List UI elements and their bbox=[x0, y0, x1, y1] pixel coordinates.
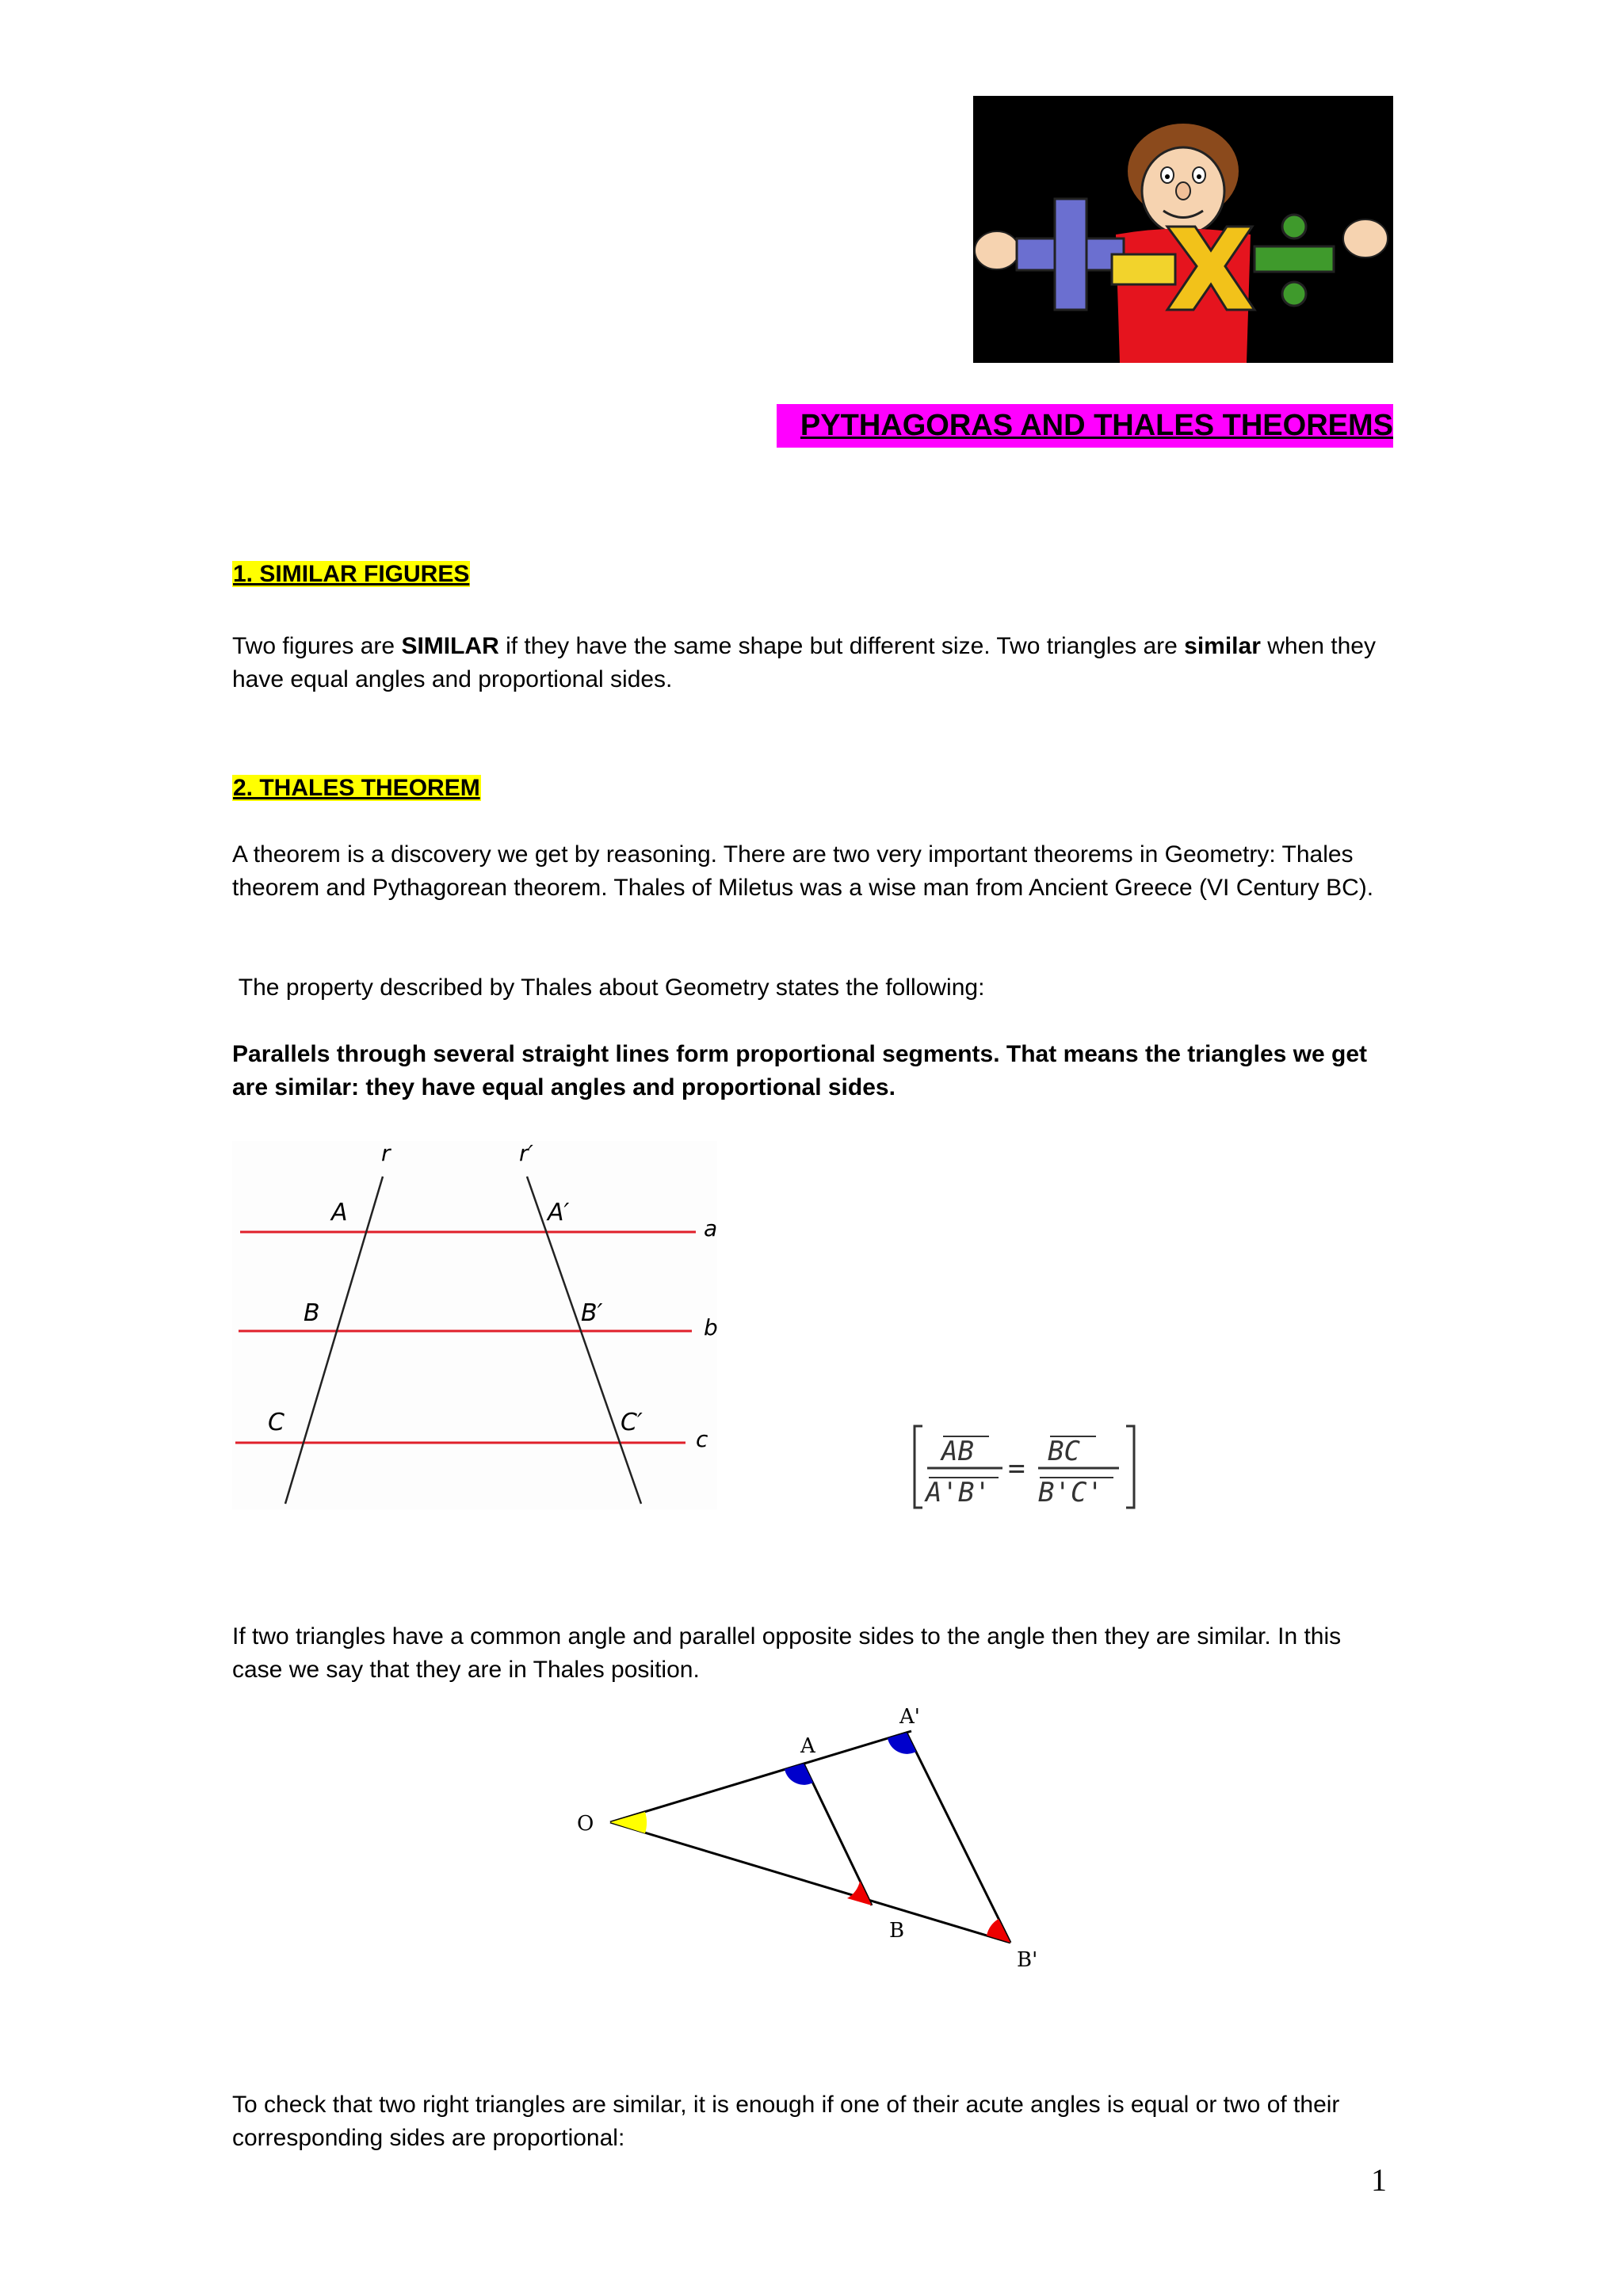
formula-num-left: AB bbox=[941, 1436, 974, 1467]
cartoon-boy-math-icon bbox=[973, 96, 1393, 363]
section-heading-thales-theorem: 2. THALES THEOREM bbox=[233, 775, 480, 801]
label-b: b bbox=[704, 1314, 717, 1341]
formula-den-right: B'C' bbox=[1038, 1477, 1103, 1508]
label-A: A bbox=[800, 1734, 815, 1758]
label-C: C bbox=[268, 1409, 285, 1436]
label-A-prime: A' bbox=[899, 1705, 920, 1729]
thales-property-intro: The property described by Thales about Geometry states the following: bbox=[232, 974, 985, 1001]
label-c: c bbox=[696, 1426, 708, 1452]
label-B-prime: B′ bbox=[581, 1299, 603, 1327]
thales-position-paragraph: If two triangles have a common angle and parallel opposite sides to the angle then they are similar. In this case we say that they are in Thales position. bbox=[232, 1623, 1342, 1683]
label-B-prime: B' bbox=[1017, 1948, 1038, 1972]
label-r-prime: r′ bbox=[519, 1141, 533, 1166]
label-O: O bbox=[577, 1812, 594, 1836]
thales-property-statement: Parallels through several straight lines form proportional segments. That means the triangles we get are similar: they have equal angles and proportional sides. bbox=[232, 1041, 1368, 1100]
thales-proportion-formula bbox=[911, 1422, 1137, 1513]
formula-den-left: A'B' bbox=[926, 1477, 991, 1508]
angle-O-marker bbox=[610, 1812, 647, 1833]
label-C-prime: C′ bbox=[621, 1409, 643, 1436]
angle-A-marker bbox=[785, 1764, 813, 1785]
header-logo-image bbox=[973, 96, 1393, 363]
label-A-prime: A′ bbox=[548, 1199, 570, 1226]
page-number: 1 bbox=[1371, 2162, 1387, 2198]
angle-B-marker bbox=[847, 1881, 872, 1905]
section-heading-similar-figures: 1. SIMILAR FIGURES bbox=[233, 561, 470, 587]
theorem-intro-paragraph: A theorem is a discovery we get by reasoning. There are two very important theorems in Geometry: Thales theorem and Pythagorean theorem. Thales of Miletus was a wise man from Ancient Greece (VI Century BC). bbox=[232, 841, 1374, 901]
thales-parallel-lines-figure bbox=[232, 1141, 717, 1509]
angle-B-prime-marker bbox=[987, 1919, 1010, 1943]
right-triangles-paragraph: To check that two right triangles are similar, it is enough if one of their acute angles is equal or two of their corresponding sides are proportional: bbox=[232, 2092, 1340, 2151]
similar-figures-paragraph: Two figures are SIMILAR if they have the same shape but different size. Two triangles are similar when they have equal angles and proportional sides. bbox=[232, 633, 1376, 692]
label-B: B bbox=[304, 1299, 320, 1327]
label-B: B bbox=[889, 1919, 905, 1943]
formula-equals: = bbox=[1008, 1452, 1025, 1485]
page-title: PYTHAGORAS AND THALES THEOREMS bbox=[777, 404, 1393, 448]
label-r: r bbox=[381, 1141, 391, 1166]
thales-position-figure bbox=[555, 1688, 1070, 1973]
label-a: a bbox=[704, 1215, 717, 1241]
label-A: A bbox=[331, 1199, 348, 1226]
formula-num-right: BC bbox=[1048, 1436, 1080, 1467]
transversal-r-prime bbox=[527, 1177, 641, 1504]
